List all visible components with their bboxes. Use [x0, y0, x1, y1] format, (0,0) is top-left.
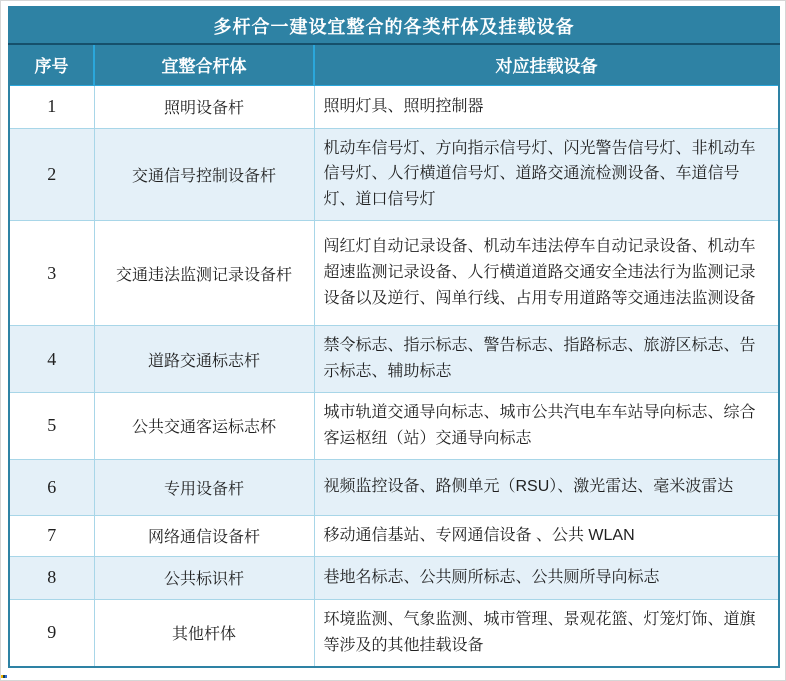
mounted-devices-cell: 移动通信基站、专网通信设备 、公共 WLAN [314, 515, 779, 556]
table-row [9, 85, 779, 128]
mounted-devices-cell: 环境监测、气象监测、城市管理、景观花篮、灯笼灯饰、道旗等涉及的其他挂载设备 [314, 599, 779, 666]
table-row [9, 221, 779, 326]
mounted-devices-cell: 禁令标志、指示标志、警告标志、指路标志、旅游区标志、告示标志、辅助标志 [314, 326, 779, 393]
table-title-row [9, 7, 779, 44]
mounted-devices-cell: 机动车信号灯、方向指示信号灯、闪光警告信号灯、非机动车信号灯、人行横道信号灯、道路交通流检测设备、车道信号灯、道口信号灯 [314, 128, 779, 221]
table-row [9, 459, 779, 515]
row-number: 1 [9, 85, 94, 128]
table-row [9, 556, 779, 599]
table-title: 多杆合一建设宜整合的各类杆体及挂载设备 [9, 7, 779, 44]
pole-type-cell: 道路交通标志杆 [94, 326, 314, 393]
mounted-devices-cell: 闯红灯自动记录设备、机动车违法停车自动记录设备、机动车超速监测记录设备、人行横道道路交通安全违法行为监测记录设备以及逆行、闯单行线、占用专用道路等交通违法监测设备 [314, 221, 779, 326]
pole-type-cell: 公共标识杆 [94, 556, 314, 599]
row-number: 2 [9, 128, 94, 221]
pole-integration-table [8, 6, 780, 668]
mounted-devices-cell: 照明灯具、照明控制器 [314, 85, 779, 128]
table-row [9, 515, 779, 556]
mounted-devices-cell: 城市轨道交通导向标志、城市公共汽电车车站导向标志、综合客运枢纽（站）交通导向标志 [314, 393, 779, 460]
table-row [9, 128, 779, 221]
table-row [9, 326, 779, 393]
pole-type-cell: 网络通信设备杆 [94, 515, 314, 556]
pole-type-cell: 公共交通客运标志杯 [94, 393, 314, 460]
row-number: 4 [9, 326, 94, 393]
pole-type-cell: 专用设备杆 [94, 459, 314, 515]
row-number: 7 [9, 515, 94, 556]
column-header-index: 序号 [9, 44, 94, 85]
row-number: 6 [9, 459, 94, 515]
pole-type-cell: 交通违法监测记录设备杆 [94, 221, 314, 326]
corner-pixel-artifact [1, 675, 7, 678]
column-header-mounted-devices: 对应挂载设备 [314, 44, 779, 85]
table-row [9, 393, 779, 460]
row-number: 5 [9, 393, 94, 460]
row-number: 3 [9, 221, 94, 326]
column-header-pole-type: 宜整合杆体 [94, 44, 314, 85]
table-row [9, 599, 779, 666]
pole-type-cell: 交通信号控制设备杆 [94, 128, 314, 221]
row-number: 9 [9, 599, 94, 666]
table-header-row [9, 44, 779, 85]
artifact-pixel-blue [5, 675, 7, 678]
mounted-devices-cell: 视频监控设备、路侧单元（RSU）、激光雷达、毫米波雷达 [314, 459, 779, 515]
row-number: 8 [9, 556, 94, 599]
pole-type-cell: 照明设备杆 [94, 85, 314, 128]
mounted-devices-cell: 巷地名标志、公共厕所标志、公共厕所导向标志 [314, 556, 779, 599]
pole-type-cell: 其他杆体 [94, 599, 314, 666]
